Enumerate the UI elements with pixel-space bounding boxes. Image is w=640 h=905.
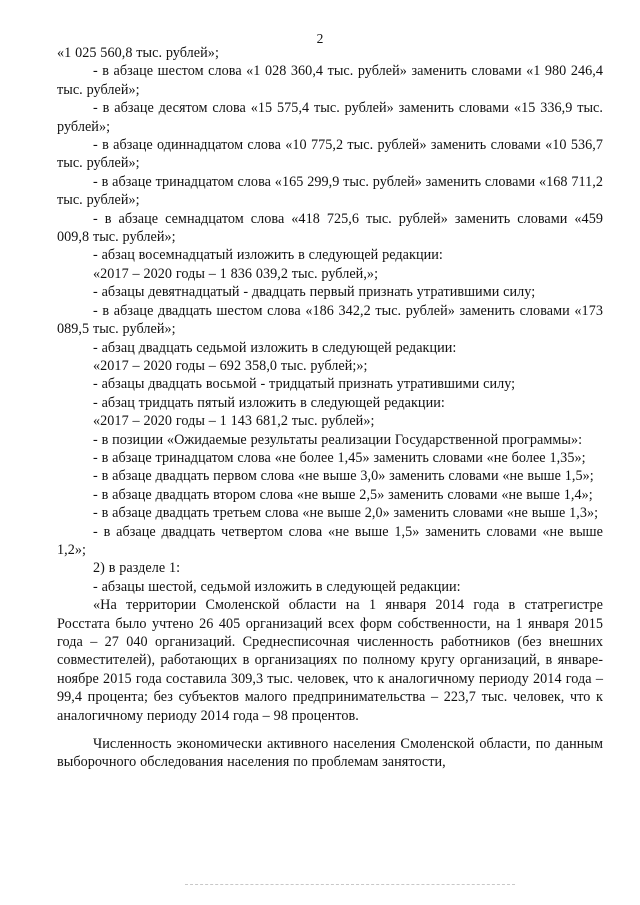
paragraph: Численность экономически активного населения Смоленской области, по данным выборочного обследования населения по проблемам занятости, bbox=[57, 736, 603, 771]
paragraph: - в абзаце одиннадцатом слова «10 775,2 тыс. рублей» заменить словами «10 536,7 тыс. рублей»; bbox=[57, 137, 603, 172]
paragraph: «На территории Смоленской области на 1 января 2014 года в статрегистре Росстата было учтено 26 405 организаций всех форм собственности, на 1 января 2015 года – 27 040 организаций. Среднесписочная численность работников (без внешних совместителей), работающих в организациях по полному кругу организаций, в январе-ноябре 2015 года составила 309,3 тыс. человек, что к аналогичному периоду 2014 года – 99,4 процента; без субъектов малого предпринимательства – 223,7 тыс. человек, что к аналогичному периоду 2014 года – 98 процентов. bbox=[57, 597, 603, 724]
paragraph: - в абзаце двадцать четвертом слова «не выше 1,5» заменить словами «не выше 1,2»; bbox=[57, 523, 603, 558]
paragraph: - абзацы шестой, седьмой изложить в следующей редакции: bbox=[93, 578, 461, 595]
paragraph: - в позиции «Ожидаемые результаты реализации Государственной программы»: bbox=[93, 431, 583, 448]
paragraph: - в абзаце тринадцатом слова «165 299,9 тыс. рублей» заменить словами «168 711,2 тыс. рублей»; bbox=[57, 173, 603, 209]
page-number: 2 bbox=[316, 31, 324, 46]
document-body bbox=[57, 44, 603, 772]
paragraph: - в абзаце двадцать втором слова «не выше 2,5» заменить словами «не выше 1,4»; bbox=[93, 486, 593, 503]
paragraph: - в абзаце семнадцатом слова «418 725,6 тыс. рублей» заменить словами «459 009,8 тыс. рублей»; bbox=[57, 210, 603, 246]
paragraph: - абзац тридцать пятый изложить в следующей редакции: bbox=[93, 394, 445, 411]
paragraph: - в абзаце двадцать первом слова «не выше 3,0» заменить словами «не выше 1,5»; bbox=[93, 468, 594, 485]
paragraph: «2017 – 2020 годы – 1 836 039,2 тыс. рублей,»; bbox=[93, 265, 379, 282]
paragraph: - абзацы двадцать восьмой - тридцатый признать утратившими силу; bbox=[93, 376, 516, 393]
paragraph: - в абзаце тринадцатом слова «не более 1,45» заменить словами «не более 1,35»; bbox=[93, 449, 586, 466]
paragraph: «2017 – 2020 годы – 1 143 681,2 тыс. рублей»; bbox=[93, 413, 375, 430]
paragraph: «2017 – 2020 годы – 692 358,0 тыс. рублей;»; bbox=[93, 357, 368, 374]
paragraph: - абзацы девятнадцатый - двадцать первый признать утратившими силу; bbox=[93, 284, 536, 301]
paragraph: «1 025 560,8 тыс. рублей»; bbox=[57, 45, 219, 61]
paragraph: - абзац восемнадцатый изложить в следующей редакции: bbox=[93, 247, 443, 264]
footer-divider bbox=[185, 884, 515, 886]
paragraph: - в абзаце шестом слова «1 028 360,4 тыс. рублей» заменить словами «1 980 246,4 тыс. рублей»; bbox=[57, 63, 603, 98]
paragraph: - абзац двадцать седьмой изложить в следующей редакции: bbox=[93, 339, 457, 356]
paragraph: - в абзаце двадцать шестом слова «186 342,2 тыс. рублей» заменить словами «173 089,5 тыс. рублей»; bbox=[57, 302, 603, 338]
paragraph: - в абзаце десятом слова «15 575,4 тыс. рублей» заменить словами «15 336,9 тыс. рублей»; bbox=[57, 100, 603, 135]
paragraph: - в абзаце двадцать третьем слова «не выше 2,0» заменить словами «не выше 1,3»; bbox=[93, 505, 599, 522]
paragraph: 2) в разделе 1: bbox=[93, 560, 181, 577]
